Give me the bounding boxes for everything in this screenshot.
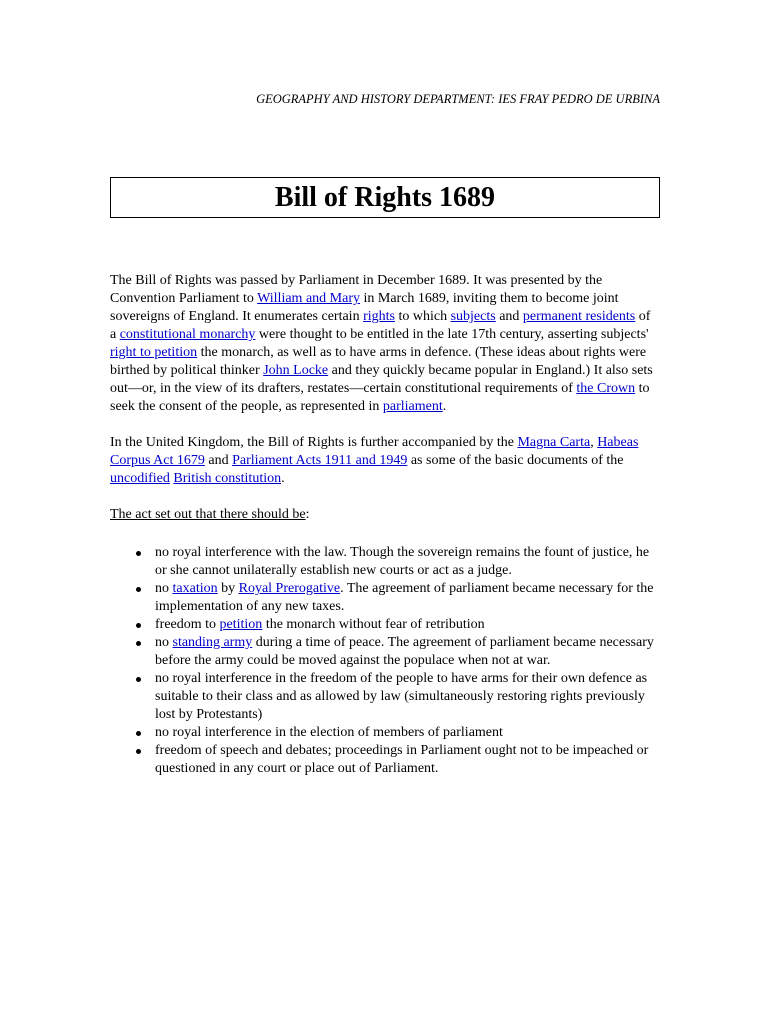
text-run: freedom of speech and debates; proceedings in Parliament ought not to be impeached or questioned in any court or place out of Parliament. (155, 743, 649, 776)
document-body (110, 272, 660, 778)
text-run: The Bill of Rights was passed by Parliament in December 1689. It was presented by the Convention Parliament to (110, 273, 603, 306)
list-intro (110, 506, 660, 524)
text-run: in March 1689, inviting them to become joint sovereigns of England. It enumerates certain (110, 291, 619, 324)
uk-paragraph (110, 434, 660, 488)
text-run: during a time of peace. The agreement of parliament became necessary before the army could be moved against the populace when not at war. (155, 635, 654, 668)
text-run: to which (394, 309, 451, 324)
text-run: were thought to be entitled in the late 17th century, asserting subjects' (255, 327, 649, 342)
list-intro-text: The act set out that there should be (110, 507, 306, 522)
text-run: no royal interference in the freedom of the people to have arms for their own defence as suitable to their class and as allowed by law (simultaneously restoring rights previously lost by Protestants) (155, 671, 648, 722)
link-william-and-mary[interactable]: William and Mary (257, 291, 360, 306)
list-item (155, 616, 660, 634)
text-run: , (590, 435, 598, 450)
title-box (110, 177, 660, 218)
link-permanent-residents[interactable]: permanent residents (522, 309, 636, 324)
text-run: and (204, 453, 233, 468)
link-royal-prerogative[interactable]: Royal Prerogative (238, 581, 341, 596)
intro-paragraph (110, 272, 660, 416)
text-run: the monarch without fear of retribution (262, 617, 485, 632)
link-taxation[interactable]: taxation (172, 581, 218, 596)
provisions-list (110, 544, 660, 778)
text-run: In the United Kingdom, the Bill of Rights is further accompanied by the (110, 435, 518, 450)
link-uncodified[interactable]: uncodified (110, 471, 170, 486)
text-run: no royal interference with the law. Though the sovereign remains the fount of justice, he or she cannot unilaterally establish new courts or act as a judge. (155, 545, 650, 578)
text-run: the monarch, as well as to have arms in defence. (These ideas about rights were birthed by political thinker (110, 345, 647, 378)
list-intro-colon: : (305, 507, 310, 522)
link-magna-carta[interactable]: Magna Carta (517, 435, 591, 450)
link-right-to-petition[interactable]: right to petition (110, 345, 198, 360)
text-run: no royal interference in the election of members of parliament (155, 725, 503, 740)
text-run: of a (110, 309, 651, 342)
text-run: to seek the consent of the people, as represented in (110, 381, 650, 414)
list-item (155, 634, 660, 670)
link-rights[interactable]: rights (363, 309, 395, 324)
list-item (155, 724, 660, 742)
list-item (155, 580, 660, 616)
text-run: by (217, 581, 239, 596)
text-run: as some of the basic documents of the (407, 453, 624, 468)
link-subjects[interactable]: subjects (450, 309, 496, 324)
list-item (155, 544, 660, 580)
list-item (155, 742, 660, 778)
link-the-crown[interactable]: the Crown (576, 381, 636, 396)
department-header: GEOGRAPHY AND HISTORY DEPARTMENT: IES FRAY PEDRO DE URBINA (256, 92, 660, 106)
link-john-locke[interactable]: John Locke (263, 363, 329, 378)
link-standing-army[interactable]: standing army (172, 635, 253, 650)
link-habeas-corpus-act[interactable]: Habeas Corpus Act 1679 (110, 435, 639, 468)
link-british-constitution[interactable]: British constitution (173, 471, 282, 486)
link-constitutional-monarchy[interactable]: constitutional monarchy (119, 327, 256, 342)
document-title: Bill of Rights 1689 (274, 181, 496, 213)
text-run: no (155, 581, 173, 596)
text-run: . The agreement of parliament became necessary for the implementation of any new taxes. (155, 581, 654, 614)
text-run: no (155, 635, 173, 650)
text-run: and (495, 309, 523, 324)
text-run: and they quickly became popular in England.) It also sets out—or, in the view of its drafters, restates—certain constitutional requirements of (110, 363, 653, 396)
text-run: freedom to (155, 617, 220, 632)
text-run: . (442, 399, 447, 414)
link-parliament-acts[interactable]: Parliament Acts 1911 and 1949 (232, 453, 408, 468)
list-item (155, 670, 660, 724)
text-run: . (281, 471, 285, 486)
link-parliament[interactable]: parliament (382, 399, 443, 414)
link-petition[interactable]: petition (219, 617, 263, 632)
